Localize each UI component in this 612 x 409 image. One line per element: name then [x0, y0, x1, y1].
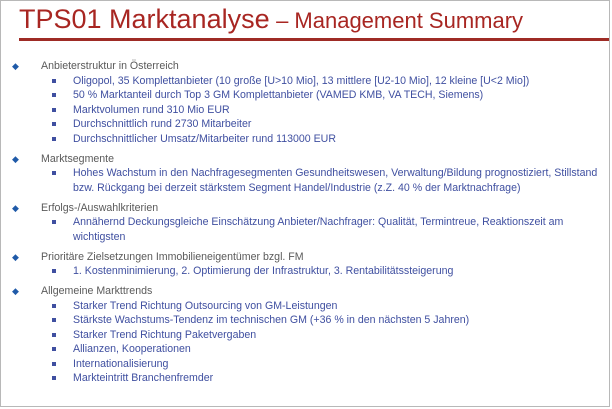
square-bullet-icon — [52, 318, 56, 322]
list-item-text: Markteintritt Branchenfremder — [73, 372, 214, 384]
list-item-text: Durchschnittlicher Umsatz/Mitarbeiter rund 113000 EUR — [73, 132, 336, 145]
list-item-text: Starker Trend Richtung Paketvergaben — [73, 328, 257, 341]
list-item-text: Internationalisierung — [73, 357, 169, 370]
section-item-list — [1, 264, 607, 279]
square-bullet-icon — [52, 122, 56, 126]
section-heading — [1, 152, 607, 167]
list-item-text: 1. Kostenminimierung, 2. Optimierung der Infrastruktur, 3. Rentabilitätssteigerung — [73, 265, 454, 277]
list-item — [1, 117, 607, 132]
slide-title-main: TPS01 Marktanalyse — [19, 4, 270, 34]
section-item-list — [1, 215, 607, 244]
list-item — [1, 88, 607, 103]
section-item-list — [1, 166, 607, 195]
summary-section — [1, 201, 607, 245]
list-item — [1, 357, 607, 372]
section-heading-text: Erfolgs-/Auswahlkriterien — [41, 201, 159, 214]
section-heading — [1, 59, 607, 74]
section-heading-text: Anbieterstruktur in Österreich — [41, 60, 179, 72]
summary-section — [1, 250, 607, 279]
diamond-bullet-icon: ◆ — [12, 61, 19, 71]
list-item — [1, 103, 607, 118]
list-item-text: Durchschnittlich rund 2730 Mitarbeiter — [73, 118, 252, 130]
diamond-bullet-icon: ◆ — [12, 153, 19, 164]
diamond-bullet-icon: ◆ — [12, 251, 19, 262]
list-item-text: Stärkste Wachstums-Tendenz im technischen GM (+36 % in den nächsten 5 Jahren) — [73, 314, 470, 326]
summary-section — [1, 152, 607, 196]
square-bullet-icon — [52, 362, 56, 366]
list-item-text: Hohes Wachstum in den Nachfragesegmenten Gesundheitswesen, Verwaltung/Bildung prognostiziert, Stillstand bzw. Rückgang bei derzeit stärkstem Segment Handel/Industrie (z.Z. 40 % der Marktnachfrage) — [73, 167, 598, 194]
list-item-text: Allianzen, Kooperationen — [73, 343, 191, 355]
section-heading-text: Allgemeine Markttrends — [41, 285, 153, 297]
list-item — [1, 132, 607, 147]
section-heading-text: Prioritäre Zielsetzungen Immobilieneigentümer bzgl. FM — [41, 250, 304, 263]
summary-section — [1, 59, 607, 146]
summary-section — [1, 284, 607, 386]
square-bullet-icon — [52, 79, 56, 83]
list-item — [1, 299, 607, 314]
list-item-text: Starker Trend Richtung Outsourcing von GM-Leistungen — [73, 299, 338, 312]
title-underline-rule — [19, 38, 610, 41]
square-bullet-icon — [52, 304, 56, 308]
slide-title — [19, 6, 523, 33]
square-bullet-icon — [52, 220, 56, 224]
list-item — [1, 342, 607, 357]
list-item-text: Marktvolumen rund 310 Mio EUR — [73, 103, 230, 116]
square-bullet-icon — [52, 347, 56, 351]
section-item-list — [1, 74, 607, 147]
section-item-list — [1, 299, 607, 386]
list-item — [1, 264, 607, 279]
diamond-bullet-icon: ◆ — [12, 286, 19, 296]
section-heading — [1, 250, 607, 265]
section-heading — [1, 284, 607, 299]
summary-content — [1, 59, 607, 391]
section-heading-text: Marktsegmente — [41, 152, 115, 165]
slide-title-subtitle: – Management Summary — [276, 8, 524, 33]
list-item — [1, 328, 607, 343]
list-item — [1, 313, 607, 328]
list-item — [1, 74, 607, 89]
diamond-bullet-icon: ◆ — [12, 202, 19, 213]
list-item-text: Oligopol, 35 Komplettanbieter (10 große [U>10 Mio], 13 mittlere [U2-10 Mio], 12 kleine [U<2 Mio]) — [73, 74, 530, 87]
square-bullet-icon — [52, 171, 56, 175]
square-bullet-icon — [52, 108, 56, 112]
square-bullet-icon — [52, 269, 56, 273]
list-item — [1, 166, 607, 195]
list-item-text: Annähernd Deckungsgleiche Einschätzung Anbieter/Nachfrager: Qualität, Termintreue, Reaktionszeit am wichtigsten — [73, 216, 564, 243]
list-item — [1, 371, 607, 386]
square-bullet-icon — [52, 137, 56, 141]
square-bullet-icon — [52, 93, 56, 97]
section-heading — [1, 201, 607, 216]
square-bullet-icon — [52, 333, 56, 337]
square-bullet-icon — [52, 376, 56, 380]
list-item-text: 50 % Marktanteil durch Top 3 GM Komplettanbieter (VAMED KMB, VA TECH, Siemens) — [73, 89, 484, 101]
list-item — [1, 215, 607, 244]
